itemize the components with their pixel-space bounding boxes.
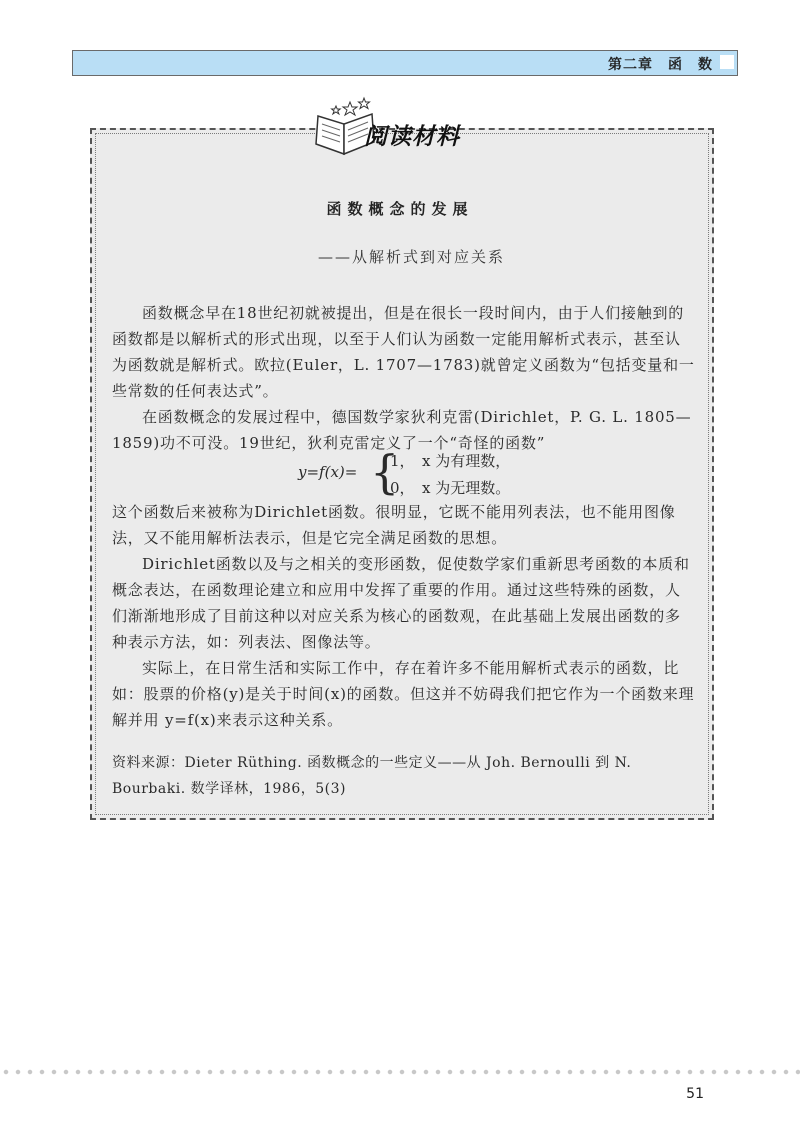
paragraph-5: 实际上，在日常生活和实际工作中，存在着许多不能用解析式表示的函数，比如：股票的价格(y)是关于时间(x)的函数。但这并不妨碍我们把它作为一个函数来理解并用 y=f(x)来表示这种关系。 bbox=[112, 659, 695, 729]
dirichlet-formula bbox=[298, 445, 558, 502]
footer-dotted-divider bbox=[0, 1068, 800, 1076]
formula-brace: { bbox=[370, 445, 400, 499]
formula-case-irrational: 0， x 为无理数。 bbox=[390, 479, 511, 497]
chapter-title: 第二章 函 数 bbox=[608, 57, 713, 73]
source-citation: 资料来源：Dieter Rüthing. 函数概念的一些定义——从 Joh. Bernoulli 到 N. Bourbaki. 数学译林，1986，5(3) bbox=[112, 755, 632, 797]
formula-case-rational: 1， x 为有理数， bbox=[390, 452, 511, 470]
paragraph-2: 在函数概念的发展过程中，德国数学家狄利克雷(Dirichlet，P. G. L. 1805—1859)功不可没。19世纪，狄利克雷定义了一个“奇怪的函数” bbox=[112, 408, 692, 452]
banner-title: 阅读材料 bbox=[364, 124, 460, 150]
article-subtitle: ——从解析式到对应关系 bbox=[318, 248, 506, 266]
chapter-header-bar bbox=[72, 50, 738, 76]
page-number: 51 bbox=[686, 1086, 704, 1102]
reading-material-banner bbox=[310, 96, 500, 162]
article-title: 函数概念的发展 bbox=[326, 200, 474, 218]
paragraph-1: 函数概念早在18世纪初就被提出，但是在很长一段时间内，由于人们接触到的函数都是以解析式的形式出现，以至于人们认为函数一定能用解析式表示，甚至认为函数就是解析式。欧拉(Euler，L. 1707—1783)就曾定义函数为“包括变量和一些常数的任何表达式”。 bbox=[112, 304, 695, 400]
chapter-marker-square bbox=[720, 55, 734, 69]
paragraph-3: 这个函数后来被称为Dirichlet函数。很明显，它既不能用列表法，也不能用图像法，又不能用解析法表示，但是它完全满足函数的思想。 bbox=[112, 503, 676, 547]
formula-lhs: y=f(x)= bbox=[298, 463, 358, 481]
paragraph-4: Dirichlet函数以及与之相关的变形函数，促使数学家们重新思考函数的本质和概念表达，在函数理论建立和应用中发挥了重要的作用。通过这些特殊的函数，人们渐渐地形成了目前这种以对应关系为核心的函数观，在此基础上发展出函数的多种表示方法，如：列表法、图像法等。 bbox=[112, 555, 690, 651]
